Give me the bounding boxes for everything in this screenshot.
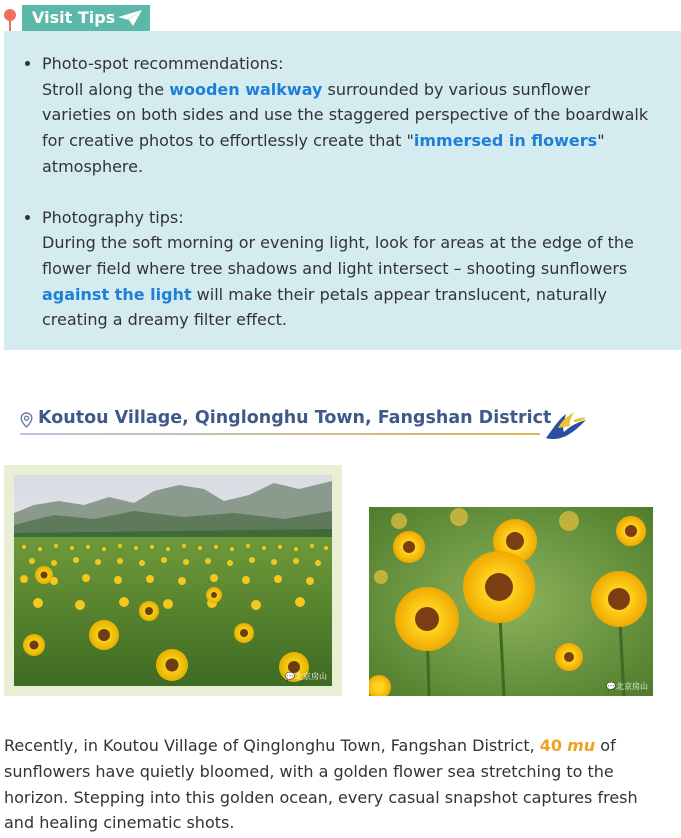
highlight-number: 40 <box>539 736 563 755</box>
tip-highlight: immersed in flowers <box>413 131 598 151</box>
highlight-unit: mu <box>567 736 596 755</box>
visit-tips-tab <box>22 5 150 31</box>
location-underline <box>20 433 540 435</box>
visit-tips-header <box>0 0 160 34</box>
visit-tips-title: Visit Tips <box>32 8 116 27</box>
pin-dot <box>4 9 16 21</box>
intro-text-2: of sunflowers have quietly bloomed, with a golden flower sea stretching to the horizon. Stepping into this golden ocean, every casual snapshot captures fresh and healing cinematic shots. <box>4 736 638 833</box>
tip-heading: Photography tips: <box>42 207 184 227</box>
tip-heading: Photo-spot recommendations: <box>42 54 284 73</box>
map-pin-icon <box>20 412 33 428</box>
bird-icon <box>544 408 588 442</box>
location-name: Koutou Village, Qinglonghu Town, Fangshan District <box>38 408 552 428</box>
tip-item <box>42 205 663 334</box>
paper-plane-icon <box>118 10 142 26</box>
tip-highlight: against the light <box>42 284 192 304</box>
tip-text: Stroll along the <box>42 79 170 99</box>
photo-watermark: 💬北京房山 <box>285 672 327 681</box>
sunflower-field-photo <box>14 475 332 686</box>
tip-item <box>42 51 663 180</box>
tips-list <box>4 31 681 333</box>
visit-tips-box <box>4 31 681 350</box>
tip-text: surrounded by various sunflower varieties on both sides and use the staggered perspective of the boardwalk for creative photos to effortlessly create that " <box>42 79 649 151</box>
location-row <box>20 404 620 438</box>
sunflower-closeup-photo <box>369 507 653 696</box>
tip-text: During the soft morning or evening light, look for areas at the edge of the flower field where tree shadows and light intersect – shooting sunflowers <box>42 233 634 278</box>
intro-paragraph <box>4 733 664 836</box>
photo-watermark: 💬北京房山 <box>606 682 648 691</box>
intro-text-1: Recently, in Koutou Village of Qinglonghu Town, Fangshan District, <box>4 736 540 755</box>
photo-frame <box>4 465 342 696</box>
tip-text: " atmosphere. <box>42 131 605 176</box>
tip-highlight: wooden walkway <box>169 79 323 99</box>
tip-text: will make their petals appear translucent, naturally creating a dreamy filter effect. <box>42 284 607 330</box>
